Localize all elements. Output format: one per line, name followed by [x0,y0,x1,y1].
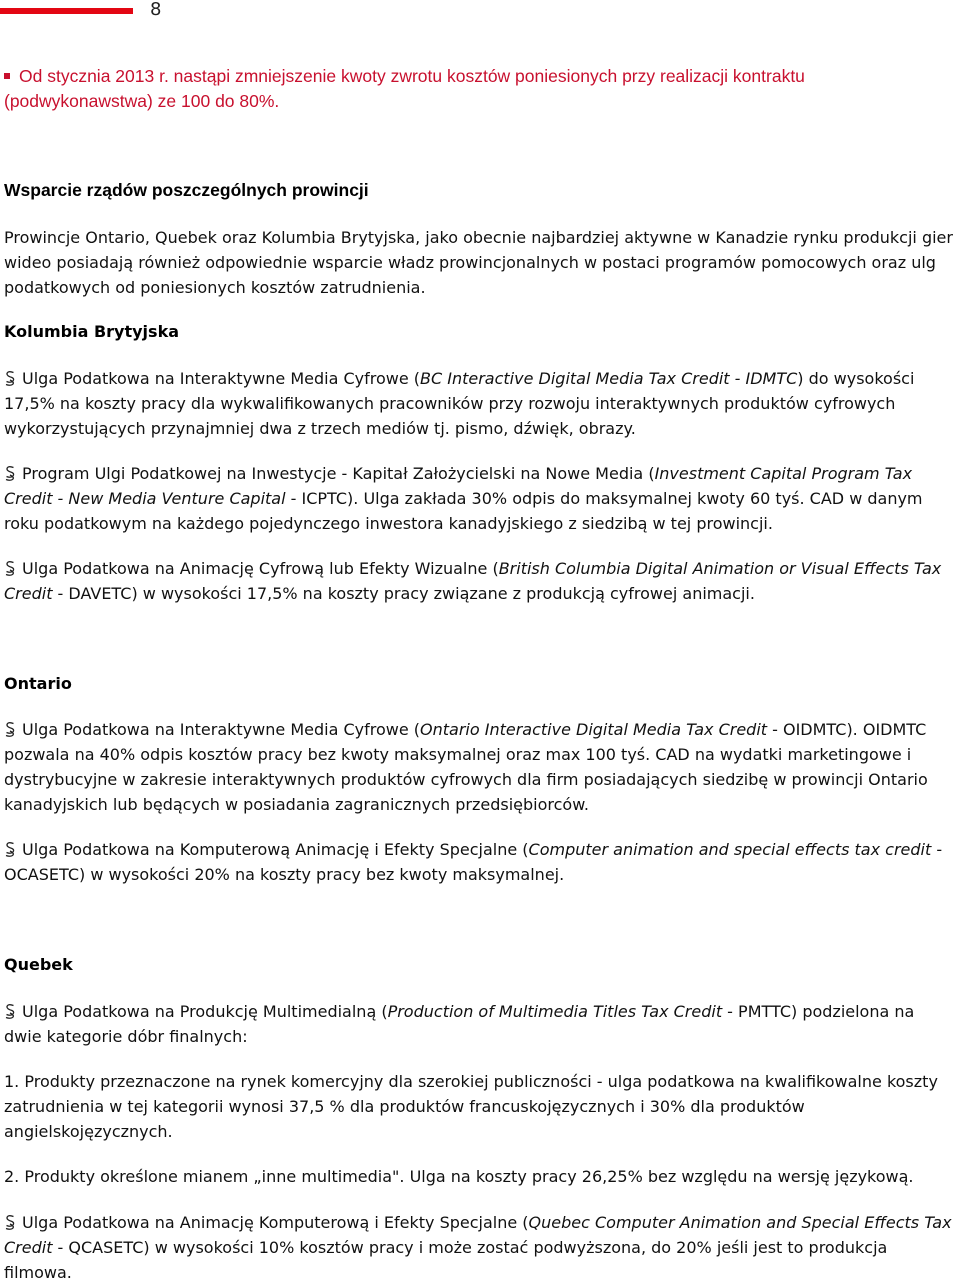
bc-item-idmtc: Ulga Podatkowa na Interaktywne Media Cyfrowe (BC Interactive Digital Media Tax Credit - IDMTC) do wysokości 17,5% na koszty pracy dla wykwalifikowanych pracowników przy rozwoju interaktywnych produktów cyfrowych wykorzystujących przynajmniej dwa z trzech mediów tj. pismo, dźwięk, obrazy. [4,369,915,438]
square-bullet-icon [4,73,10,79]
section-heading-bc: Kolumbia Brytyjska [4,322,179,341]
red-note-text: Od stycznia 2013 r. nastąpi zmniejszenie kwoty zwrotu kosztów poniesionych przy realizacji kontraktu (podwykonawstwa) ze 100 do 80%. [4,66,805,111]
section-mark-icon [4,370,16,387]
bc-item-icptc: Program Ulgi Podatkowej na Inwestycje - Kapitał Założycielski na Nowe Media (Investment Capital Program Tax Credit - New Media Venture Capital - ICPTC). Ulga zakłada 30% odpis do maksymalnej kwoty 60 tyś. CAD w danym roku podatkowym na każdego pojedynczego inwestora kanadyjskiego z siedzibą w tej prowincji. [4,464,923,533]
quebek-point-2: 2. Produkty określone mianem „inne multimedia". Ulga na koszty pracy 26,25% bez względu na wersję językową. [4,1167,914,1186]
section-mark-icon [4,560,16,577]
header-accent-bar [0,8,133,14]
quebek-item-qcasetc: Ulga Podatkowa na Animację Komputerową i Efekty Specjalne (Quebec Computer Animation and Special Effects Tax Credit - QCASETC) w wysokości 10% kosztów pracy i może zostać podwyższona, do 20% jeśli jest to produkcja filmowa. [4,1213,952,1282]
section-mark-icon [4,465,16,482]
section-mark-icon [4,841,16,858]
bc-item-davetc: Ulga Podatkowa na Animację Cyfrową lub Efekty Wizualne (British Columbia Digital Animation or Visual Effects Tax Credit - DAVETC) w wysokości 17,5% na koszty pracy związane z produkcją cyfrowej animacji. [4,559,942,603]
section-heading-quebek: Quebek [4,955,73,974]
red-note [4,64,954,114]
section-mark-icon [4,1214,16,1231]
page-number: 8 [150,0,162,20]
ontario-item-oidmtc: Ulga Podatkowa na Interaktywne Media Cyfrowe (Ontario Interactive Digital Media Tax Credit - OIDMTC). OIDMTC pozwala na 40% odpis kosztów pracy bez kwoty maksymalnej oraz max 100 tyś. CAD na wydatki marketingowe i dystrybucyjne w zakresie interaktywnych produktów cyfrowych dla firm posiadających siedzibę w prowincji Ontario kanadyjskich lub będących w posiadania zagranicznych przedsiębiorców. [4,720,928,814]
ontario-item-ocasetc: Ulga Podatkowa na Komputerową Animację i Efekty Specjalne (Computer animation and special effects tax credit - OCASETC) w wysokości 20% na koszty pracy bez kwoty maksymalnej. [4,840,943,884]
section-heading-ontario: Ontario [4,674,72,693]
main-heading: Wsparcie rządów poszczególnych prowincji [4,180,369,200]
intro-paragraph: Prowincje Ontario, Quebek oraz Kolumbia Brytyjska, jako obecnie najbardziej aktywne w Kanadzie rynku produkcji gier wideo posiadają również odpowiednie wsparcie władz prowincjonalnych w postaci programów pomocowych oraz ulg podatkowych od poniesionych kosztów zatrudnienia. [4,228,953,297]
quebek-point-1: 1. Produkty przeznaczone na rynek komercyjny dla szerokiej publiczności - ulga podatkowa na kwalifikowalne koszty zatrudnienia w tej kategorii wynosi 37,5 % dla produktów francuskojęzycznych i 30% dla produktów angielskojęzycznych. [4,1072,938,1141]
section-mark-icon [4,721,16,738]
quebek-item-pmttc: Ulga Podatkowa na Produkcję Multimedialną (Production of Multimedia Titles Tax Credit - PMTTC) podzielona na dwie kategorie dóbr finalnych: [4,1002,915,1046]
section-mark-icon [4,1003,16,1020]
